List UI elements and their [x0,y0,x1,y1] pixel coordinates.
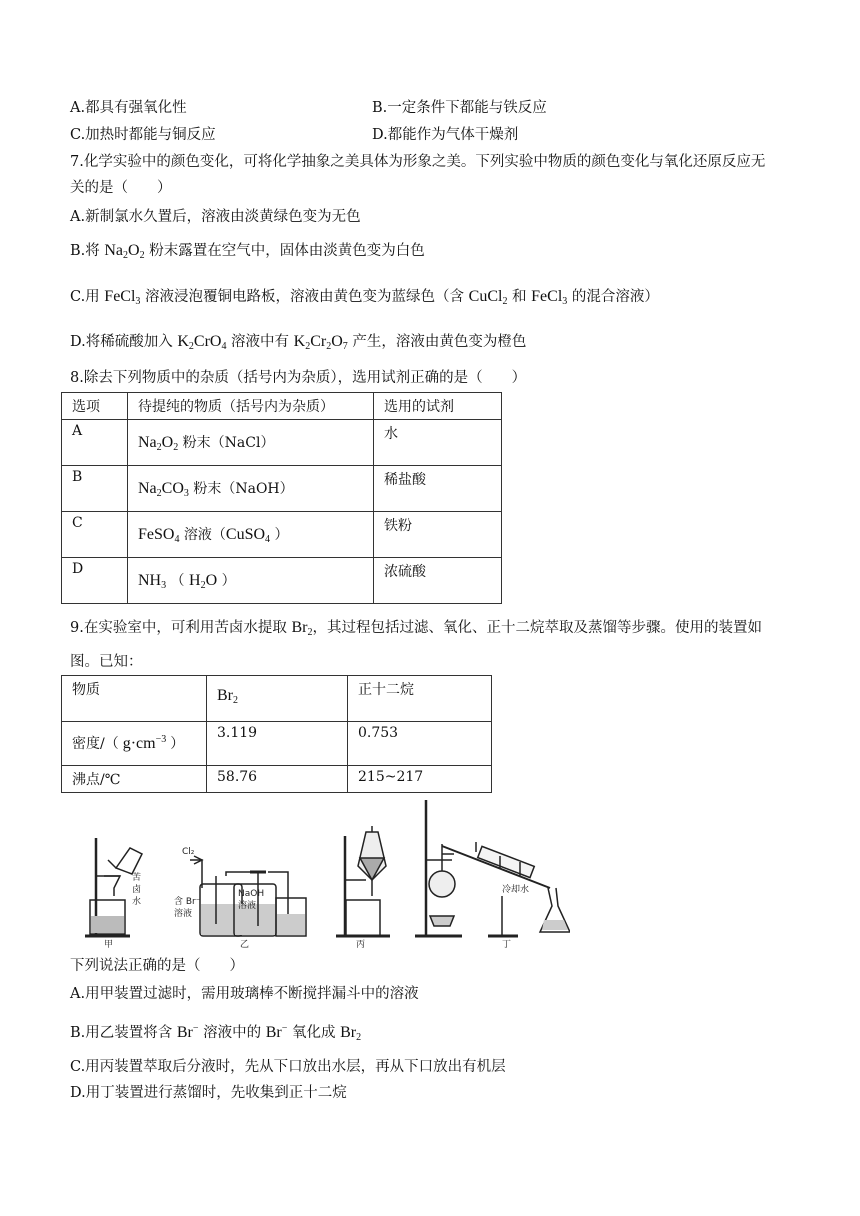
q9-option-a: A.用甲装置过滤时，需用玻璃棒不断搅拌漏斗中的溶液 [70,986,419,1002]
q8-header-option: 选项 [62,393,128,420]
table-row [62,558,502,604]
q8-cell-option: B [62,466,128,512]
q9-stem-line1: 9.在实验室中，可利用苦卤水提取 $Br_2$，其过程包括过滤、氧化、正十二烷萃取及蒸馏等步骤。使用的装置如 [70,619,762,638]
yi-caption: 乙 [240,940,250,948]
q7-option-b: B.将 $Na_2O_2$ 粉末露置在空气中，固体由淡黄色变为白色 [70,242,425,261]
q9-header-dodecane: 正十二烷 [348,676,492,722]
q9-density-br2: 3.119 [207,722,348,766]
q9-header-substance: 物质 [62,676,207,722]
yi-left-label-2: 溶液 [174,909,193,919]
q7-option-d: D.将稀硫酸加入 $K_2CrO_4$ 溶液中有 $K_2Cr_2O_7$ 产生，溶液由黄色变为橙色 [70,333,527,352]
yi-right-label-1: NaOH [238,889,265,899]
q8-cell-option: A [62,420,128,466]
q9-property-table [61,675,492,793]
q8-cell-substance: $Na_2O_2$ 粉末（NaCl） [128,420,374,466]
q7-stem-line2: 关的是（ ） [70,180,172,196]
q6-option-d: D.都能作为气体干燥剂 [372,127,519,143]
table-row [62,420,502,466]
q9-question: 下列说法正确的是（ ） [70,958,244,974]
ding-caption: 丁 [502,940,512,948]
q9-option-d: D.用丁装置进行蒸馏时，先收集到正十二烷 [70,1085,347,1101]
apparatus-figure [70,796,570,948]
q9-row-density-label: 密度/（ $g\cdot cm^{-3}$ ） [62,722,207,766]
q6-option-a: A.都具有强氧化性 [70,100,187,116]
bing-caption: 丙 [356,940,366,948]
yi-left-label-1: 含 Br⁻ [174,897,201,907]
q9-bp-dodecane: 215~217 [348,766,492,793]
q8-cell-reagent: 铁粉 [374,512,502,558]
q9-stem-line2: 图。已知： [70,654,143,670]
q9-density-dodecane: 0.753 [348,722,492,766]
q8-cell-substance: $NH_3$ （ $H_2O$ ） [128,558,374,604]
q8-cell-substance: FeSO$_4$ 溶液（CuSO$_4$ ） [128,512,374,558]
table-row [62,466,502,512]
apparatus-ding [415,800,570,936]
q9-bp-br2: 58.76 [207,766,348,793]
apparatus-bing [336,826,390,936]
q9-option-c: C.用丙装置萃取后分液时，先从下口放出水层，再从下口放出有机层 [70,1059,506,1075]
table-row [62,512,502,558]
q8-cell-reagent: 水 [374,420,502,466]
q8-cell-option: C [62,512,128,558]
q8-stem: 8.除去下列物质中的杂质（括号内为杂质），选用试剂正确的是（ ） [70,370,527,386]
yi-gas-label: Cl₂ [182,847,195,857]
q8-table [61,392,502,604]
table-row [62,766,492,793]
q9-option-b: B.用乙装置将含 Br− 溶液中的 Br− 氧化成 $Br_2$ [70,1023,362,1043]
ding-coolant-label: 冷却水 [502,885,530,895]
jia-label-2: 卤 [132,885,142,895]
q9-row-bp-label: 沸点/℃ [62,766,207,793]
jia-label-1: 苦 [132,873,142,883]
q7-stem-line1: 7.化学实验中的颜色变化，可将化学抽象之美具体为形象之美。下列实验中物质的颜色变化与氧化还原反应无 [70,154,766,170]
q8-cell-reagent: 浓硫酸 [374,558,502,604]
jia-caption: 甲 [104,940,114,948]
q6-option-b: B.一定条件下都能与铁反应 [372,100,547,116]
q7-option-c: C.用 FeCl$_3$ 溶液浸泡覆铜电路板，溶液由黄色变为蓝绿色（含 CuCl$_2$ 和 FeCl$_3$ 的混合溶液） [70,288,659,307]
q9-header-br2: $Br_2$ [207,676,348,722]
jia-label-3: 水 [132,897,142,907]
table-row [62,722,492,766]
q7-option-a: A.新制氯水久置后，溶液由淡黄绿色变为无色 [70,209,361,225]
q8-header-substance: 待提纯的物质（括号内为杂质） [128,393,374,420]
q8-cell-substance: $Na_2CO_3$ 粉末（NaOH） [128,466,374,512]
yi-right-label-2: 溶液 [238,901,257,911]
q8-cell-option: D [62,558,128,604]
q8-cell-reagent: 稀盐酸 [374,466,502,512]
q8-header-reagent: 选用的试剂 [374,393,502,420]
q6-option-c: C.加热时都能与铜反应 [70,127,216,143]
